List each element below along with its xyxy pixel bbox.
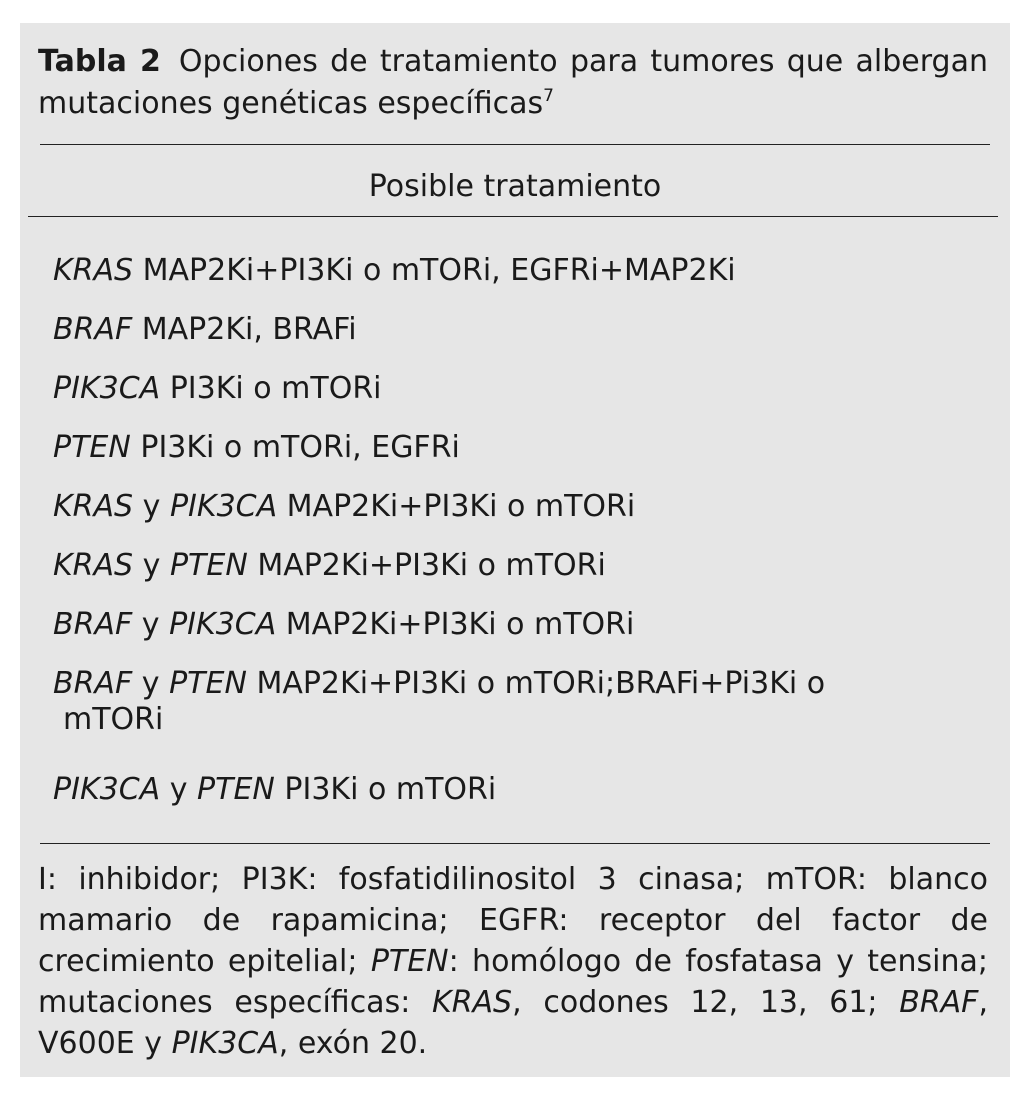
row-connector: y	[141, 607, 160, 642]
table-row	[53, 430, 953, 489]
row-treatment: MAP2Ki+PI3Ki o mTORi;BRAFi+Pi3Ki o	[256, 666, 826, 701]
table-row	[53, 371, 953, 430]
row-gene-1: PIK3CA	[53, 371, 161, 406]
top-rule	[40, 144, 990, 145]
footnote-gene-kras: KRAS	[432, 985, 513, 1020]
footnote-text-1: I: inhibidor; PI3K: fosfatidilinositol 3 cinasa; mTOR: blanco mamario de rapamicina; EGFR: receptor del factor de crecimiento epitelial;	[38, 862, 988, 979]
row-treatment: PI3Ki o mTORi	[169, 371, 382, 406]
row-gene-1: PIK3CA	[53, 772, 161, 807]
table-row	[53, 489, 953, 548]
footnote-gene-pten: PTEN	[370, 944, 449, 979]
row-treatment: MAP2Ki, BRAFi	[141, 312, 357, 347]
row-gene-2: PIK3CA	[169, 489, 278, 524]
row-gene-1: KRAS	[53, 253, 134, 288]
row-gene-1: KRAS	[53, 548, 134, 583]
row-gene-2: PIK3CA	[169, 607, 277, 642]
footnote-text-4: , V600E y	[38, 985, 988, 1061]
table-row	[53, 312, 953, 371]
table-label: Tabla 2	[38, 44, 161, 79]
row-gene-1: BRAF	[53, 666, 133, 701]
table-row	[53, 548, 953, 607]
table-row	[53, 666, 953, 772]
row-gene-1: BRAF	[53, 607, 133, 642]
table-footnote	[38, 859, 988, 1064]
table-caption	[38, 41, 988, 125]
row-treatment: MAP2Ki+PI3Ki o mTORi	[285, 607, 635, 642]
row-gene-1: BRAF	[53, 312, 133, 347]
row-connector: y	[141, 666, 160, 701]
header-rule	[28, 216, 998, 217]
table-row	[53, 253, 953, 312]
row-gene-1: PTEN	[53, 430, 131, 465]
footnote-gene-pik3ca: PIK3CA	[171, 1026, 279, 1061]
table-body	[53, 253, 953, 831]
row-connector: y	[169, 772, 188, 807]
table-row	[53, 607, 953, 666]
row-gene-1: KRAS	[53, 489, 134, 524]
row-treatment: MAP2Ki+PI3Ki o mTORi	[286, 489, 636, 524]
row-gene-2: PTEN	[197, 772, 275, 807]
row-connector: y	[142, 489, 161, 524]
footnote-text-3: , codones 12, 13, 61;	[512, 985, 900, 1020]
row-treatment: PI3Ki o mTORi	[284, 772, 497, 807]
reference-superscript: 7	[543, 86, 554, 106]
footnote-gene-braf: BRAF	[899, 985, 979, 1020]
footnote-text-2: : homólogo de fosfatasa y tensina; mutaciones específicas:	[38, 944, 988, 1020]
footnote-text-5: , exón 20.	[278, 1026, 428, 1061]
column-header: Posible tratamiento	[368, 169, 662, 204]
caption-text: Opciones de tratamiento para tumores que albergan mutaciones genéticas específicas	[38, 44, 988, 121]
row-gene-2: PTEN	[169, 666, 247, 701]
row-treatment-continued: mTORi	[63, 702, 164, 737]
bottom-rule	[40, 843, 990, 844]
row-treatment: PI3Ki o mTORi, EGFRi	[140, 430, 460, 465]
table-panel	[20, 23, 1010, 1077]
row-treatment: MAP2Ki+PI3Ki o mTORi, EGFRi+MAP2Ki	[142, 253, 736, 288]
row-gene-2: PTEN	[169, 548, 248, 583]
table-row	[53, 772, 953, 831]
row-treatment: MAP2Ki+PI3Ki o mTORi	[257, 548, 606, 583]
row-connector: y	[142, 548, 161, 583]
